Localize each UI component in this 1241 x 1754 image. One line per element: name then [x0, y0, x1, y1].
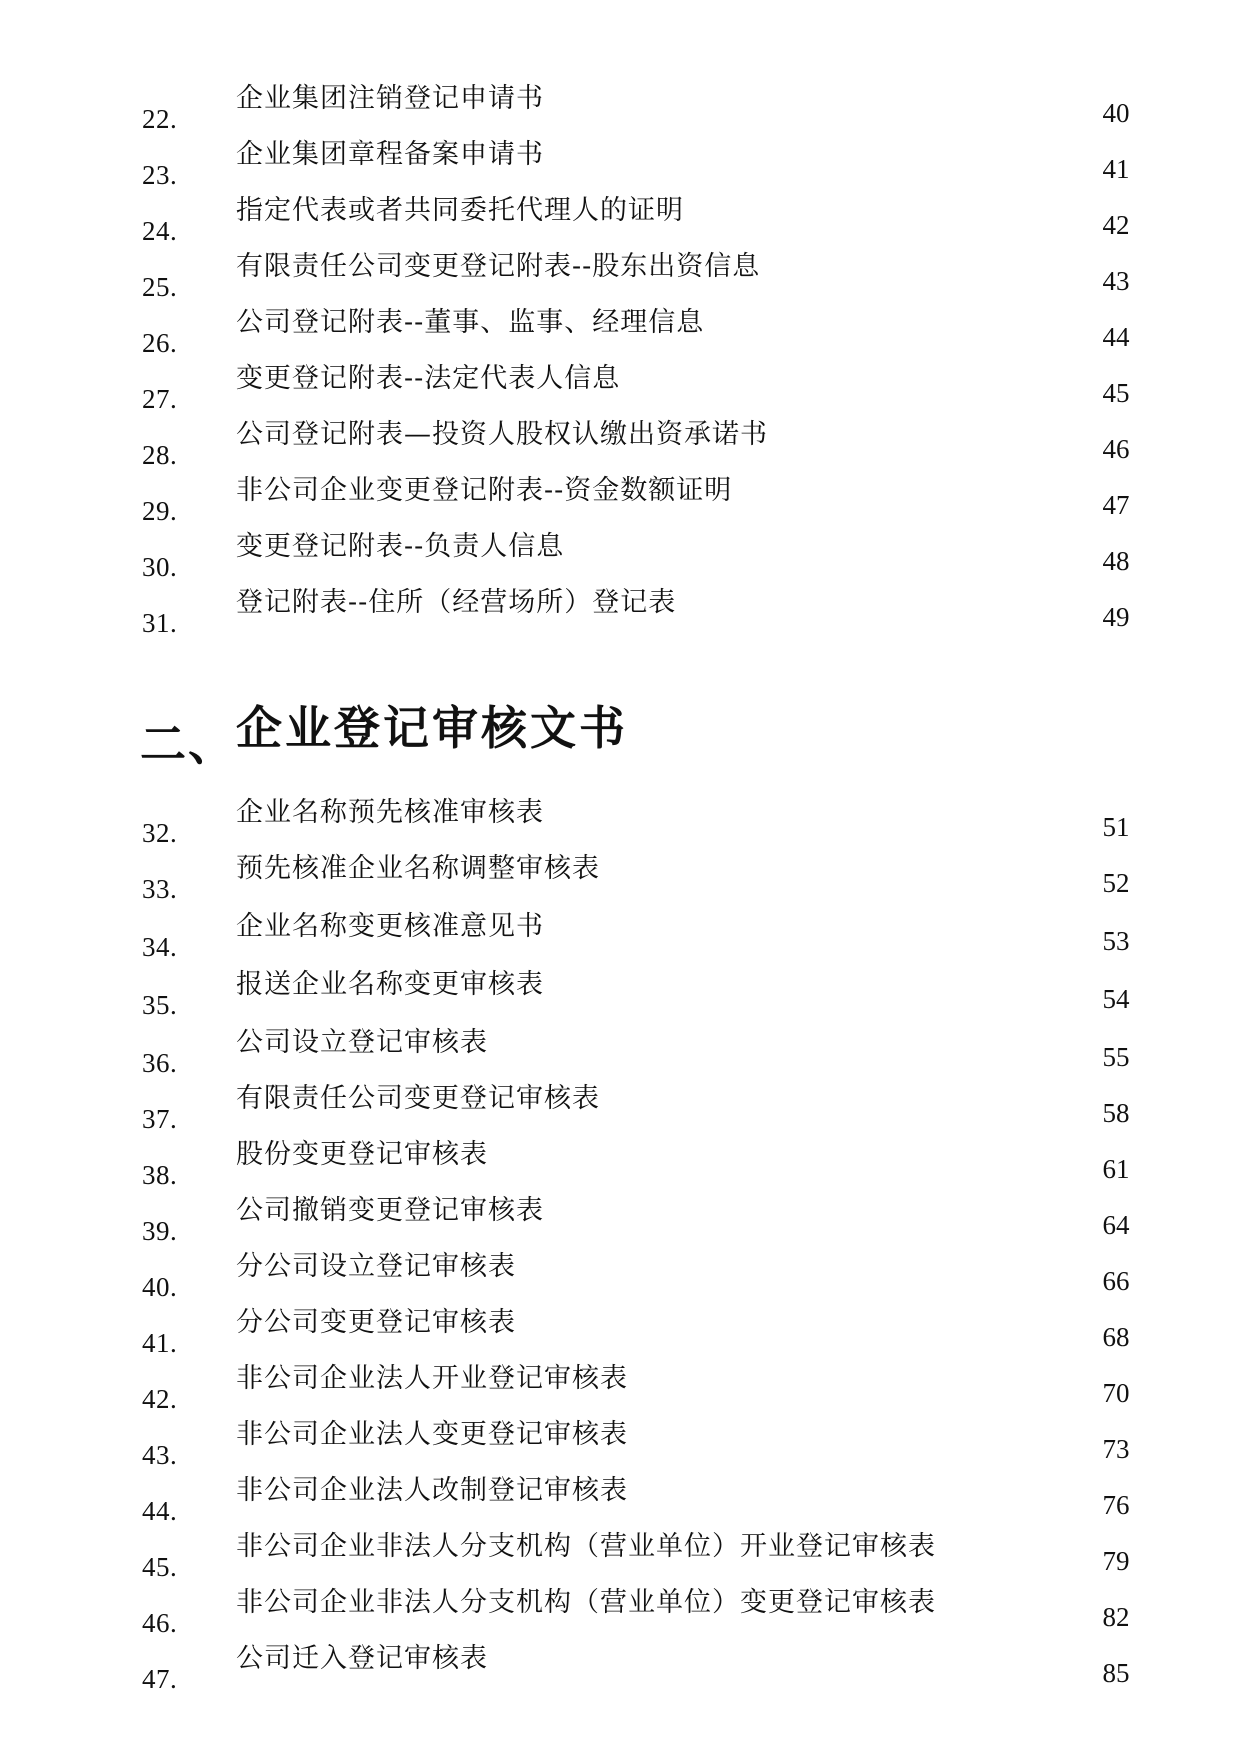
toc-entry-page: 85	[1102, 1658, 1130, 1688]
toc-entry-page: 66	[1102, 1266, 1130, 1296]
toc-entry-title: 登记附表--住所（经营场所）登记表	[236, 587, 677, 618]
toc-entry-title: 非公司企业法人改制登记审核表	[236, 1475, 628, 1506]
toc-entry-title: 分公司设立登记审核表	[236, 1251, 516, 1282]
toc-entry	[0, 1138, 1241, 1194]
toc-entry-title: 股份变更登记审核表	[236, 1139, 488, 1170]
toc-entry-number: 38.	[142, 1160, 178, 1190]
toc-entry-title: 报送企业名称变更审核表	[236, 969, 544, 1000]
toc-entry-page: 43	[1102, 266, 1130, 296]
toc-entry-title: 有限责任公司变更登记审核表	[236, 1083, 600, 1114]
toc-entry	[0, 968, 1241, 1024]
toc-entry-number: 30.	[142, 552, 178, 582]
toc-entry	[0, 1474, 1241, 1530]
toc-entry-page: 40	[1102, 98, 1130, 128]
toc-entry	[0, 1418, 1241, 1474]
toc-entry	[0, 1194, 1241, 1250]
toc-entry	[0, 910, 1241, 966]
toc-entry-number: 28.	[142, 440, 178, 470]
toc-entry	[0, 82, 1241, 138]
toc-entry-page: 52	[1102, 868, 1130, 898]
toc-entry	[0, 1530, 1241, 1586]
toc-entry-number: 22.	[142, 104, 178, 134]
toc-entry-title: 预先核准企业名称调整审核表	[236, 853, 600, 884]
toc-entry-title: 变更登记附表--法定代表人信息	[236, 363, 621, 394]
toc-entry-number: 33.	[142, 874, 178, 904]
toc-entry-title: 非公司企业变更登记附表--资金数额证明	[236, 475, 733, 506]
toc-entry	[0, 1586, 1241, 1642]
toc-entry-number: 45.	[142, 1552, 178, 1582]
toc-entry-number: 47.	[142, 1664, 178, 1694]
toc-entry	[0, 1306, 1241, 1362]
toc-entry-page: 58	[1102, 1098, 1130, 1128]
toc-entry-page: 61	[1102, 1154, 1130, 1184]
toc-entry	[0, 1362, 1241, 1418]
toc-entry-number: 34.	[142, 932, 178, 962]
toc-entry-number: 41.	[142, 1328, 178, 1358]
toc-entry-number: 40.	[142, 1272, 178, 1302]
toc-entry-page: 76	[1102, 1490, 1130, 1520]
toc-entry	[0, 250, 1241, 306]
toc-entry-title: 企业集团注销登记申请书	[236, 83, 544, 114]
toc-entry	[0, 796, 1241, 852]
toc-entry-number: 36.	[142, 1048, 178, 1078]
toc-entry	[0, 362, 1241, 418]
toc-entry-number: 37.	[142, 1104, 178, 1134]
section-title: 企业登记审核文书	[236, 701, 628, 755]
toc-entry-page: 44	[1102, 322, 1130, 352]
toc-entry	[0, 586, 1241, 642]
toc-entry-number: 31.	[142, 608, 178, 638]
toc-entry-number: 35.	[142, 990, 178, 1020]
toc-entry	[0, 138, 1241, 194]
toc-entry-number: 32.	[142, 818, 178, 848]
toc-entry-page: 49	[1102, 602, 1130, 632]
toc-entry	[0, 1642, 1241, 1698]
section-heading	[140, 700, 1040, 770]
toc-entry	[0, 306, 1241, 362]
toc-entry-title: 企业名称预先核准审核表	[236, 797, 544, 828]
toc-entry-page: 54	[1102, 984, 1130, 1014]
toc-entry-number: 26.	[142, 328, 178, 358]
toc-entry	[0, 418, 1241, 474]
toc-entry-page: 70	[1102, 1378, 1130, 1408]
toc-entry-number: 27.	[142, 384, 178, 414]
toc-entry-number: 44.	[142, 1496, 178, 1526]
toc-entry-page: 53	[1102, 926, 1130, 956]
toc-entry-page: 64	[1102, 1210, 1130, 1240]
toc-entry	[0, 194, 1241, 250]
toc-entry-page: 82	[1102, 1602, 1130, 1632]
toc-entry-number: 39.	[142, 1216, 178, 1246]
toc-entry-title: 变更登记附表--负责人信息	[236, 531, 565, 562]
toc-entry-number: 25.	[142, 272, 178, 302]
toc-entry-title: 非公司企业非法人分支机构（营业单位）变更登记审核表	[236, 1587, 936, 1618]
toc-entry-page: 73	[1102, 1434, 1130, 1464]
toc-entry-page: 41	[1102, 154, 1130, 184]
toc-entry	[0, 1250, 1241, 1306]
toc-entry-title: 企业集团章程备案申请书	[236, 139, 544, 170]
toc-entry-number: 42.	[142, 1384, 178, 1414]
toc-entry-title: 公司登记附表—投资人股权认缴出资承诺书	[236, 419, 768, 450]
toc-entry-number: 29.	[142, 496, 178, 526]
toc-entry-page: 45	[1102, 378, 1130, 408]
toc-entry	[0, 852, 1241, 908]
toc-entry-page: 47	[1102, 490, 1130, 520]
toc-entry-title: 企业名称变更核准意见书	[236, 911, 544, 942]
toc-entry-title: 非公司企业法人开业登记审核表	[236, 1363, 628, 1394]
toc-entry-title: 分公司变更登记审核表	[236, 1307, 516, 1338]
toc-entry-number: 24.	[142, 216, 178, 246]
toc-entry-title: 公司登记附表--董事、监事、经理信息	[236, 307, 705, 338]
toc-entry-page: 46	[1102, 434, 1130, 464]
toc-entry-title: 公司设立登记审核表	[236, 1027, 488, 1058]
toc-entry-number: 23.	[142, 160, 178, 190]
toc-entry-page: 68	[1102, 1322, 1130, 1352]
toc-entry-page: 55	[1102, 1042, 1130, 1072]
toc-entry-title: 公司迁入登记审核表	[236, 1643, 488, 1674]
toc-entry-number: 46.	[142, 1608, 178, 1638]
toc-entry-title: 非公司企业非法人分支机构（营业单位）开业登记审核表	[236, 1531, 936, 1562]
toc-entry	[0, 1082, 1241, 1138]
toc-entry-title: 公司撤销变更登记审核表	[236, 1195, 544, 1226]
toc-entry-number: 43.	[142, 1440, 178, 1470]
toc-entry	[0, 1026, 1241, 1082]
toc-entry	[0, 530, 1241, 586]
toc-entry-title: 指定代表或者共同委托代理人的证明	[236, 195, 684, 226]
toc-entry-page: 48	[1102, 546, 1130, 576]
toc-entry-page: 51	[1102, 812, 1130, 842]
toc-entry-page: 79	[1102, 1546, 1130, 1576]
toc-entry-page: 42	[1102, 210, 1130, 240]
toc-entry-title: 有限责任公司变更登记附表--股东出资信息	[236, 251, 761, 282]
section-number: 二、	[140, 717, 236, 771]
toc-entry-title: 非公司企业法人变更登记审核表	[236, 1419, 628, 1450]
toc-entry	[0, 474, 1241, 530]
